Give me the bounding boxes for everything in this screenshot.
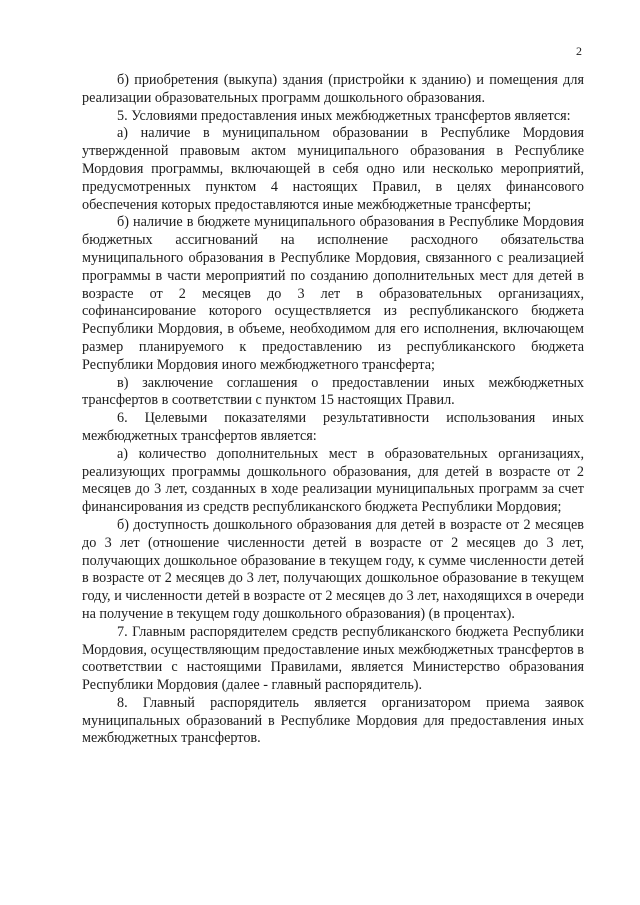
- paragraph-6-indicators: 6. Целевыми показателями результативности использования иных межбюджетных трансфертов является:: [82, 410, 584, 444]
- paragraph-7-main-administrator: 7. Главным распорядителем средств республиканского бюджета Республики Мордовия, осуществляющим предоставление иных межбюджетных трансфертов в соответствии с настоящими Правилами, является Министерство образования Республики Мордовия (далее - главный распорядитель).: [82, 623, 584, 694]
- paragraph-5b-budget: б) наличие в бюджете муниципального образования в Республике Мордовия бюджетных ассигнований на исполнение расходного обязательства муниципального образования в Республике Мордовия, связанного с реализацией программы в части мероприятий по созданию дополнительных мест для детей в возрасте от 2 месяцев до 3 лет в образовательных организациях, софинансирование которого осуществляется из республиканского бюджета Республики Мордовия, в объеме, необходимом для его исполнения, включающем размер планируемого к предоставлению из республиканского бюджета Республики Мордовия иного межбюджетного трансферта;: [82, 214, 584, 373]
- paragraph-8-applications: 8. Главный распорядитель является организатором приема заявок муниципальных образований в Республике Мордовия для предоставления иных межбюджетных трансфертов.: [82, 694, 584, 747]
- page-number: 2: [576, 44, 582, 58]
- paragraph-5a-program: а) наличие в муниципальном образовании в Республике Мордовия утвержденной правовым актом муниципального образования в Республике Мордовия программы, включающей в себя одно или несколько мероприятий, предусмотренных пунктом 4 настоящих Правил, в целях финансового обеспечения которых предоставляются иные межбюджетные трансферты;: [82, 125, 584, 213]
- document-body: [82, 72, 584, 748]
- paragraph-6b-accessibility: б) доступность дошкольного образования для детей в возрасте от 2 месяцев до 3 лет (отношение численности детей в возрасте от 2 месяцев до 3 лет, получающих дошкольное образование в текущем году, к сумме численности детей в возрасте от 2 месяцев до 3 лет, получающих дошкольное образование в текущем году, и численности детей в возрасте от 2 месяцев до 3 лет, находящихся в очереди на получение в текущем году дошкольного образования) (в процентах).: [82, 516, 584, 622]
- paragraph-4b-building: б) приобретения (выкупа) здания (пристройки к зданию) и помещения для реализации образовательных программ дошкольного образования.: [82, 72, 584, 106]
- paragraph-5c-agreement: в) заключение соглашения о предоставлении иных межбюджетных трансфертов в соответствии с пунктом 15 настоящих Правил.: [82, 374, 584, 409]
- paragraph-6a-places: а) количество дополнительных мест в образовательных организациях, реализующих программы дошкольного образования, для детей в возрасте от 2 месяцев до 3 лет, созданных в ходе реализации муниципальных программ за счет финансирования из средств республиканского бюджета Республики Мордовия;: [82, 445, 584, 516]
- paragraph-5-conditions: 5. Условиями предоставления иных межбюджетных трансфертов является:: [117, 107, 571, 124]
